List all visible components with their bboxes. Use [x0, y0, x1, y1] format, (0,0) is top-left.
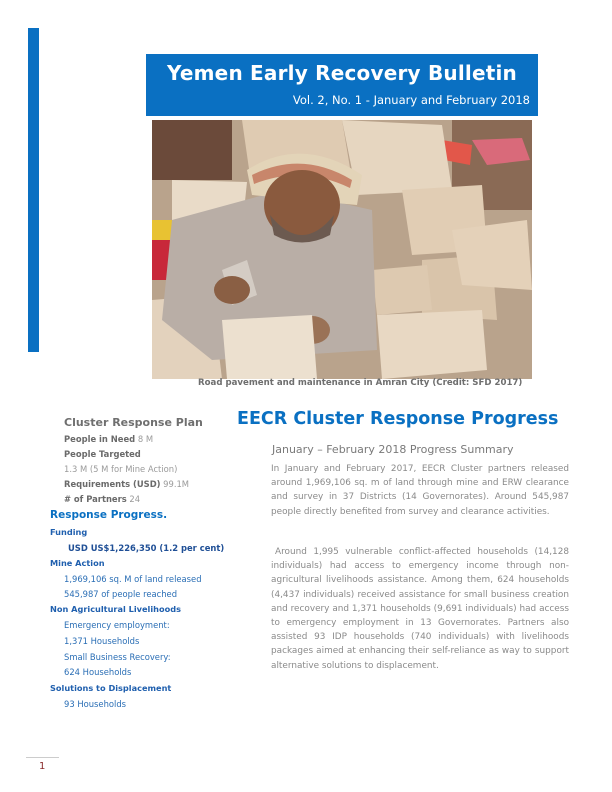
- displacement-label: Solutions to Displacement: [50, 683, 172, 693]
- photo-caption: Road pavement and maintenance in Amran City (Credit: SFD 2017): [198, 378, 523, 388]
- people-in-need-value: 8 M: [137, 434, 154, 444]
- section-subtitle: January – February 2018 Progress Summary: [272, 443, 514, 456]
- people-targeted-label: People Targeted: [64, 449, 141, 459]
- people-targeted-value: 1.3 M (5 M for Mine Action): [64, 464, 178, 474]
- partners: [64, 494, 140, 504]
- people-in-need: [64, 434, 153, 444]
- people-targeted: [64, 449, 141, 459]
- mine-action-label: Mine Action: [50, 558, 105, 568]
- partners-value: 24: [129, 494, 141, 504]
- mine-action-people: 545,987 of people reached: [64, 589, 178, 599]
- people-in-need-label: People in Need: [64, 434, 136, 444]
- requirements-label: Requirements (USD): [64, 479, 161, 489]
- displacement-value: 93 Households: [64, 699, 127, 709]
- bulletin-issue: Vol. 2, No. 1 - January and February 2018: [292, 93, 530, 107]
- bulletin-title: Yemen Early Recovery Bulletin: [167, 61, 517, 85]
- livelihoods-emergency-label: Emergency employment:: [64, 620, 170, 630]
- livelihoods-business-label: Small Business Recovery:: [64, 652, 171, 662]
- mine-action-land: 1,969,106 sq. M of land released: [64, 574, 202, 584]
- bulletin-header: [146, 54, 538, 116]
- cover-photo: [152, 120, 532, 379]
- cluster-response-plan-heading: Cluster Response Plan: [64, 416, 203, 429]
- footer-divider: [26, 757, 59, 758]
- requirements: [64, 479, 189, 489]
- stone-worker-image: [152, 120, 532, 379]
- section-title: EECR Cluster Response Progress: [237, 409, 559, 429]
- livelihoods-label: Non Agricultural Livelihoods: [50, 604, 181, 614]
- summary-paragraph-2: Around 1,995 vulnerable conflict-affected households (14,128 individuals) had access to emergency income through non-agricultural livelihoods assistance. Among them, 624 households (4,437 individuals) received assistance for small business creation and recovery and 1,371 households (9,691 individuals) had access to emergency employment in 13 Governorates. Partners also assisted 93 IDP households (740 individuals) with livelihoods packages aimed at enhancing their self-reliance as way to support alternative solutions to displacement.: [271, 547, 569, 671]
- response-progress-heading: Response Progress.: [50, 509, 168, 521]
- partners-label: # of Partners: [64, 494, 127, 504]
- page-number: 1: [39, 761, 46, 772]
- requirements-value: 99.1M: [163, 479, 190, 489]
- livelihoods-emergency-value: 1,371 Households: [64, 636, 140, 646]
- funding-label: Funding: [50, 527, 88, 537]
- summary-paragraph-1: In January and February 2017, EECR Cluster partners released around 1,969,106 sq. m of land through mine and ERW clearance and survey in 37 Districts (14 Governorates). Around 545,987 people directly benefited from survey and clearance activities.: [271, 464, 569, 517]
- funding-value: USD US$1,226,350 (1.2 per cent): [68, 543, 225, 553]
- livelihoods-business-value: 624 Households: [64, 667, 132, 677]
- decorative-side-bar: [28, 28, 39, 352]
